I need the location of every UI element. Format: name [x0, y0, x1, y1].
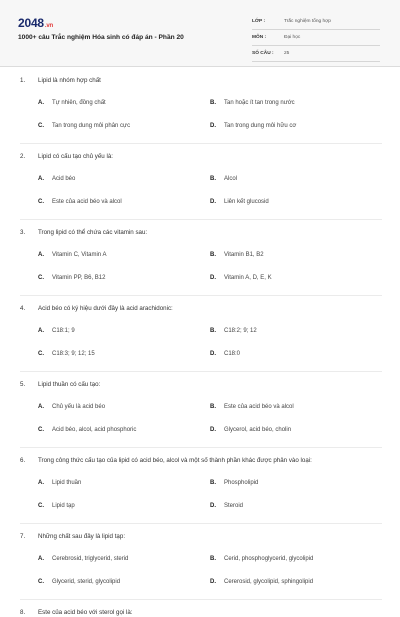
option-text: Cerebrosid, triglycerid, sterid — [52, 555, 129, 562]
option-letter: C. — [38, 274, 44, 281]
answer-option[interactable] — [38, 167, 210, 190]
site-logo[interactable] — [18, 16, 53, 30]
answer-option[interactable] — [210, 342, 382, 365]
option-letter: C. — [38, 122, 44, 129]
option-letter: D. — [210, 502, 216, 509]
meta-key: SỐ CÂU : — [252, 51, 274, 56]
option-text: Acid béo — [52, 175, 76, 182]
option-letter: A. — [38, 555, 44, 562]
answer-option[interactable] — [210, 547, 382, 570]
answer-option[interactable] — [38, 91, 210, 114]
question-text: Lipid là nhóm hợp chất — [38, 77, 101, 84]
option-letter: C. — [38, 578, 44, 585]
question-stem — [20, 456, 382, 465]
option-letter: B. — [210, 479, 216, 486]
answer-option[interactable] — [38, 243, 210, 266]
option-letter: C. — [38, 198, 44, 205]
meta-value: 25 — [284, 51, 290, 56]
question-stem — [20, 76, 382, 85]
option-text: Lipid thuần — [52, 479, 82, 486]
option-text: Steroid — [224, 502, 244, 509]
option-letter: D. — [210, 578, 216, 585]
option-letter: B. — [210, 555, 216, 562]
option-text: Liên kết glucosid — [224, 198, 269, 205]
question-text: Trong công thức cấu tạo của lipid có acid béo, alcol và một số thành phần khác được phân vào loại: — [38, 457, 312, 464]
answer-option[interactable] — [38, 547, 210, 570]
answer-options — [38, 395, 382, 441]
option-text: C18:2; 9; 12 — [224, 327, 257, 334]
meta-row-subject — [252, 30, 380, 46]
question-item — [20, 608, 382, 617]
answer-option[interactable] — [38, 395, 210, 418]
option-text: Tan trong dung môi hữu cơ — [224, 122, 297, 129]
option-letter: C. — [38, 350, 44, 357]
answer-options — [38, 91, 382, 137]
option-text: Chủ yếu là acid béo — [52, 403, 106, 410]
option-text: Cerid, phosphoglycerid, glycolipid — [224, 555, 314, 562]
answer-option[interactable] — [210, 167, 382, 190]
document-title: 1000+ câu Trắc nghiệm Hóa sinh có đáp án - Phần 20 — [18, 34, 184, 41]
question-number: 5. — [20, 381, 26, 388]
option-letter: D. — [210, 350, 216, 357]
answer-options — [38, 167, 382, 213]
answer-option[interactable] — [210, 395, 382, 418]
option-text: Cererosid, glycolipid, sphingolipid — [224, 578, 314, 585]
option-text: Glycerol, acid béo, cholin — [224, 426, 292, 433]
meta-row-count — [252, 46, 380, 62]
option-text: Tự nhiên, đồng chất — [52, 99, 106, 106]
answer-option[interactable] — [210, 190, 382, 213]
answer-option[interactable] — [38, 494, 210, 517]
option-letter: B. — [210, 251, 216, 258]
meta-row-class — [252, 14, 380, 30]
meta-info — [252, 14, 380, 62]
answer-option[interactable] — [210, 114, 382, 137]
answer-option[interactable] — [38, 342, 210, 365]
option-letter: A. — [38, 99, 44, 106]
option-letter: C. — [38, 426, 44, 433]
question-item — [20, 380, 382, 448]
question-number: 7. — [20, 533, 26, 540]
question-stem — [20, 532, 382, 541]
divider — [20, 523, 382, 524]
question-number: 3. — [20, 229, 26, 236]
option-letter: A. — [38, 327, 44, 334]
question-text: Những chất sau đây là lipid tạp: — [38, 533, 126, 540]
option-letter: C. — [38, 502, 44, 509]
question-text: Lipid có cấu tạo chủ yếu là: — [38, 153, 113, 160]
logo-text: 2048 — [18, 16, 44, 30]
divider — [20, 295, 382, 296]
answer-option[interactable] — [210, 570, 382, 593]
option-letter: D. — [210, 198, 216, 205]
question-item — [20, 304, 382, 372]
question-number: 8. — [20, 609, 26, 616]
option-text: Phospholipid — [224, 479, 259, 486]
option-letter: A. — [38, 251, 44, 258]
option-letter: A. — [38, 175, 44, 182]
answer-option[interactable] — [38, 570, 210, 593]
option-text: Vitamin A, D, E, K — [224, 274, 272, 281]
answer-option[interactable] — [210, 471, 382, 494]
option-letter: D. — [210, 122, 216, 129]
answer-option[interactable] — [210, 418, 382, 441]
answer-options — [38, 243, 382, 289]
question-item — [20, 456, 382, 524]
divider — [20, 143, 382, 144]
option-text: C18:1; 9 — [52, 327, 75, 334]
answer-option[interactable] — [210, 243, 382, 266]
question-text: Trong lipid có thể chứa các vitamin sau: — [38, 229, 148, 236]
option-letter: B. — [210, 403, 216, 410]
answer-options — [38, 319, 382, 365]
meta-key: MÔN : — [252, 35, 267, 40]
question-item — [20, 76, 382, 144]
option-text: Glycerid, sterid, glycolipid — [52, 578, 121, 585]
option-letter: A. — [38, 403, 44, 410]
question-list — [0, 76, 400, 617]
answer-options — [38, 471, 382, 517]
meta-key: LỚP : — [252, 19, 266, 24]
answer-options — [38, 547, 382, 593]
option-text: Tan trong dung môi phân cực — [52, 122, 131, 129]
page-header — [0, 0, 400, 67]
option-text: Este của acid béo và alcol — [52, 198, 122, 205]
option-text: Alcol — [224, 175, 238, 182]
option-text: Vitamin C, Vitamin A — [52, 251, 107, 258]
question-stem — [20, 152, 382, 161]
question-item — [20, 152, 382, 220]
option-text: Este của acid béo và alcol — [224, 403, 294, 410]
question-text: Acid béo có ký hiệu dưới đây là acid arachidonic: — [38, 305, 173, 312]
answer-option[interactable] — [38, 471, 210, 494]
meta-value: Đại học — [284, 35, 301, 40]
question-stem — [20, 380, 382, 389]
answer-option[interactable] — [210, 91, 382, 114]
answer-option[interactable] — [210, 266, 382, 289]
divider — [20, 371, 382, 372]
question-number: 4. — [20, 305, 26, 312]
option-letter: B. — [210, 99, 216, 106]
question-text: Lipid thuần có cấu tạo: — [38, 381, 101, 388]
answer-option[interactable] — [38, 190, 210, 213]
answer-option[interactable] — [38, 418, 210, 441]
logo-tld: .vn — [44, 23, 53, 29]
question-number: 6. — [20, 457, 26, 464]
answer-option[interactable] — [38, 319, 210, 342]
option-text: Vitamin B1, B2 — [224, 251, 264, 258]
question-item — [20, 532, 382, 600]
option-text: C18:3; 9; 12; 15 — [52, 350, 95, 357]
option-text: Vitamin PP, B6, B12 — [52, 274, 106, 281]
answer-option[interactable] — [38, 114, 210, 137]
question-item — [20, 228, 382, 296]
option-letter: B. — [210, 327, 216, 334]
option-text: Acid béo, alcol, acid phosphoric — [52, 426, 137, 433]
option-letter: B. — [210, 175, 216, 182]
question-number: 1. — [20, 77, 26, 84]
divider — [20, 219, 382, 220]
question-stem — [20, 228, 382, 237]
question-stem — [20, 608, 382, 617]
question-number: 2. — [20, 153, 26, 160]
answer-option[interactable] — [38, 266, 210, 289]
meta-value: Trắc nghiệm tổng hợp — [284, 19, 331, 24]
option-text: Tan hoặc ít tan trong nước — [224, 99, 295, 106]
option-letter: A. — [38, 479, 44, 486]
option-letter: D. — [210, 426, 216, 433]
option-text: Lipid tạp — [52, 502, 75, 509]
answer-option[interactable] — [210, 494, 382, 517]
question-stem — [20, 304, 382, 313]
option-letter: D. — [210, 274, 216, 281]
option-text: C18:0 — [224, 350, 241, 357]
answer-option[interactable] — [210, 319, 382, 342]
question-text: Este của acid béo với sterol gọi là: — [38, 609, 133, 616]
divider — [20, 447, 382, 448]
